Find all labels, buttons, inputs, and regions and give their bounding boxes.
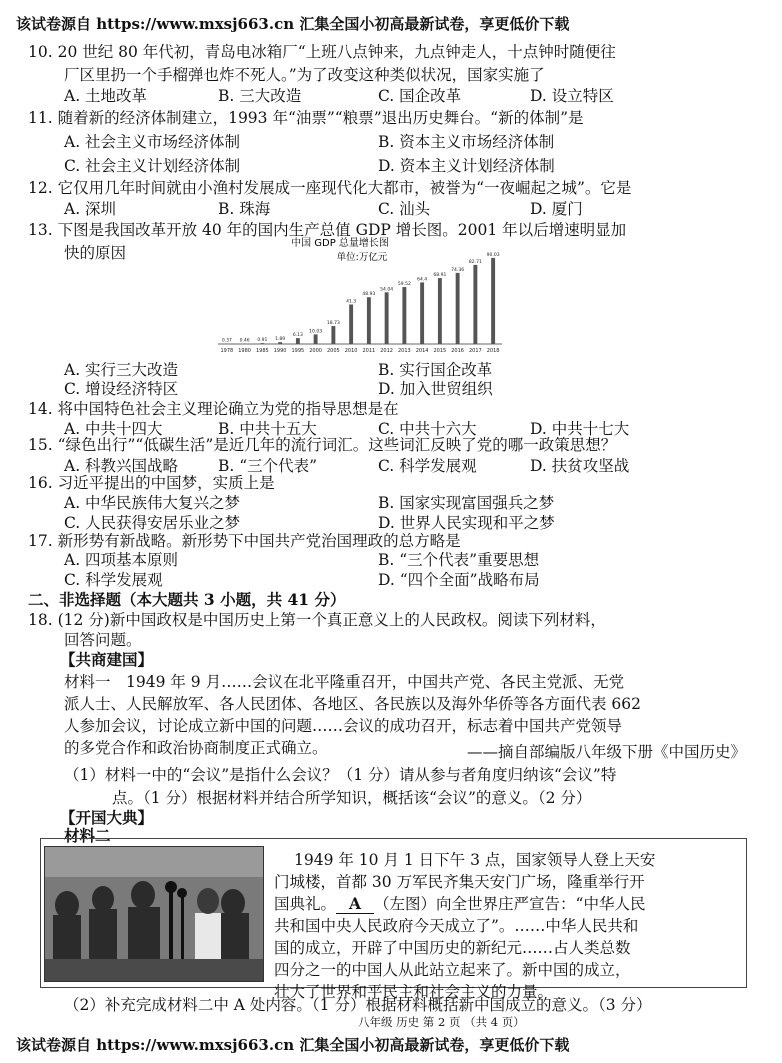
q10-line1: 10. 20 世纪 80 年代初，青岛电冰箱厂“上班八点钟来，九点钟走人，十点钟时随便往 [28,43,616,61]
q11-option-d: D. 资本主义计划经济体制 [378,157,555,175]
q14-line1: 14. 将中国特色社会主义理论确立为党的指导思想是在 [28,400,399,418]
q11-option-c: C. 社会主义计划经济体制 [64,157,241,175]
blank-a: A [336,894,374,914]
chart-value-label: 90.03 [486,252,500,258]
chart-subtitle: 单位:万亿元 [336,252,388,263]
chart-bar [385,292,389,344]
material1-line4: 的多党合作和政治协商制度正式确立。 [64,739,328,757]
chart-tick-label: 2000 [309,348,322,354]
chart-tick-label: 2005 [327,348,340,354]
q12-option-a: A. 深圳 [64,200,117,218]
chart-tick-label: 2018 [486,348,500,354]
q16-option-d: D. 世界人民实现和平之梦 [378,514,555,532]
q17-option-d: D. “四个全面”战略布局 [378,571,540,589]
material2-line6: 四分之一的中国人从此站立起来了。新中国的成立， [274,961,631,979]
chart-tick-label: 2010 [344,348,358,354]
q10-option-a: A. 土地改革 [64,87,148,105]
material2-label: 材料二 [64,826,111,845]
q11-option-a: A. 社会主义市场经济体制 [64,133,241,151]
q18-sub1-line2: 点。（1 分）根据材料并结合所学知识，概括该“会议”的意义。（2 分） [112,789,592,807]
chart-bar [314,334,318,344]
chart-value-label: 54.04 [380,287,394,293]
material1-source: ——摘自部编版八年级下册《中国历史》 [467,743,747,761]
header-watermark: 该试卷源自 https://www.mxsj663.cn 汇集全国小初高最新试卷，享更低价下载 [16,15,570,33]
gdp-growth-chart [212,236,512,358]
material2-line5: 国的成立，开辟了中国历史的新纪元……占人类总数 [274,939,631,957]
chart-tick-label: 2011 [362,348,376,354]
chart-tick-label: 2017 [469,348,482,354]
chart-value-label: 68.91 [433,273,447,279]
q17-option-c: C. 科学发展观 [64,571,163,589]
q12-option-c: C. 汕头 [378,200,431,218]
q12-line1: 12. 它仅用几年时间就由小渔村发展成一座现代化大都市，被誉为“一夜崛起之城”。它是 [28,179,632,197]
q12-option-d: D. 厦门 [530,200,583,218]
q11-option-b: B. 资本主义市场经济体制 [378,133,555,151]
q12-option-b: B. 珠海 [218,200,271,218]
q18-sub1-line1: （1）材料一中的“会议”是指什么会议？（1 分）请从参与者角度归纳该“会议”特 [64,766,617,784]
chart-bar [402,287,406,344]
q18-sub2: （2）补充完成材料二中 A 处内容。（1 分）根据材料概括新中国成立的意义。（3 分） [64,996,652,1014]
chart-value-label: 64.4 [417,277,428,283]
chart-tick-label: 1990 [273,348,287,354]
chart-value-label: 0.37 [221,338,232,344]
q16-option-c: C. 人民获得安居乐业之梦 [64,514,241,532]
q16-line1: 16. 习近平提出的中国梦，实质上是 [28,474,275,492]
chart-value-label: 82.71 [468,259,482,265]
chart-value-label: 10.03 [309,329,323,335]
material2-line7: 壮大了世界和平民主和社会主义的力量。 [274,983,554,1001]
chart-bar [367,297,371,344]
q18-line2: 回答问题。 [64,631,142,649]
q10-option-c: C. 国企改革 [378,87,462,105]
q15-option-b: B. “三个代表” [218,457,318,475]
q13-option-b: B. 实行国企改革 [378,361,493,379]
q10-line2: 厂区里扔一个手榴弹也炸不死人。”为了改变这种类似状况，国家实施了 [64,66,545,84]
q18-line1: 18. (12 分)新中国政权是中国历史上第一个真正意义上的人民政权。阅读下列材料， [28,611,606,629]
chart-tick-label: 2016 [451,348,464,354]
material2-line2: 门城楼，首都 30 万军民齐集天安门广场，隆重举行开 [274,873,645,891]
q15-option-d: D. 扶贫攻坚战 [530,457,630,475]
q16-option-a: A. 中华民族伟大复兴之梦 [64,494,241,512]
chart-tick-label: 2014 [415,348,429,354]
chart-bar [491,258,495,344]
chart-tick-label: 1995 [291,348,305,354]
material2-line4: 共和国中央人民政府今天成立了”。……中华人民共和 [274,917,639,935]
chart-value-label: 74.36 [451,267,465,273]
q13-line1: 13. 下图是我国改革开放 40 年的国内生产总值 GDP 增长图。2001 年以后增速明显加 [28,221,627,239]
q16-option-b: B. 国家实现富国强兵之梦 [378,494,555,512]
q15-option-a: A. 科教兴国战略 [64,457,179,475]
chart-tick-label: 2015 [433,348,447,354]
q15-line1: 15. “绿色出行”“低碳生活”是近几年的流行词汇。这些词汇反映了党的哪一政策思想？ [28,436,617,454]
q14-option-a: A. 中共十四大 [64,420,163,438]
q18-heading-1: 【共商建国】 [60,650,154,669]
chart-bar [438,278,442,344]
section-2-heading: 二、非选择题（本大题共 3 小题，共 41 分） [28,590,346,609]
chart-value-label: 41.3 [346,299,357,305]
chart-value-label: 6.13 [292,333,303,339]
chart-title: 中国 GDP 总量增长图 [291,238,389,249]
chart-value-label: 59.52 [397,282,411,288]
material1-line2: 派人士、人民解放军、各人民团体、各地区、各民族以及海外华侨等各方面代表 662 [64,695,642,713]
chart-tick-label: 1978 [220,348,234,354]
q18-heading-2: 【开国大典】 [60,808,154,827]
q14-option-b: B. 中共十五大 [218,420,317,438]
material2-line3 [274,892,645,914]
q14-option-d: D. 中共十七大 [530,420,630,438]
material2-line3-start: 国典礼。 [274,895,337,913]
material2-line3-end: （左图）向全世界庄严宣告：“中华人民 [374,895,646,913]
chart-tick-label: 2012 [380,348,393,354]
material1-line1: 材料一 1949 年 9 月……会议在北平隆重召开，中国共产党、各民主党派、无党 [64,673,625,691]
founding-ceremony-photo [44,846,264,982]
q17-line1: 17. 新形势有新战略。新形势下中国共产党治国理政的总方略是 [28,532,461,550]
q11-line1: 11. 随着新的经济体制建立，1993 年“油票”“粮票”退出历史舞台。“新的体制”是 [28,109,584,127]
q13-option-a: A. 实行三大改造 [64,361,179,379]
chart-value-label: 1.89 [275,337,286,343]
chart-tick-label: 1985 [256,348,269,354]
chart-bar [349,304,353,344]
q17-option-a: A. 四项基本原则 [64,551,179,569]
footer-watermark: 该试卷源自 https://www.mxsj663.cn 汇集全国小初高最新试卷，享更低价下载 [16,1036,570,1054]
chart-value-label: 18.73 [326,321,340,327]
q17-option-b: B. “三个代表”重要思想 [378,551,540,569]
chart-bar [456,273,460,344]
chart-value-label: 48.93 [362,292,376,298]
page-footer: 八年级 历史 第 2 页 （共 4 页） [358,1015,525,1029]
q13-option-d: D. 加入世贸组织 [378,380,493,398]
chart-bar [278,342,282,344]
chart-tick-label: 2013 [398,348,411,354]
material2-line1: 1949 年 10 月 1 日下午 3 点，国家领导人登上天安 [294,851,656,869]
chart-bar [260,343,264,344]
chart-tick-label: 1980 [238,348,251,354]
chart-value-label: 0.91 [257,338,268,344]
chart-bar [296,338,300,344]
q14-option-c: C. 中共十六大 [378,420,477,438]
chart-bar [473,265,477,344]
q10-option-d: D. 设立特区 [530,87,614,105]
q13-line2: 快的原因 [64,244,127,262]
q10-option-b: B. 三大改造 [218,87,302,105]
chart-value-label: 0.46 [239,338,250,344]
q13-option-c: C. 增设经济特区 [64,380,179,398]
material1-line3: 人参加会议，讨论成立新中国的问题……会议的成功召开，标志着中国共产党领导 [64,717,623,735]
chart-bar [331,326,335,344]
q15-option-c: C. 科学发展观 [378,457,477,475]
chart-bar [420,282,424,344]
